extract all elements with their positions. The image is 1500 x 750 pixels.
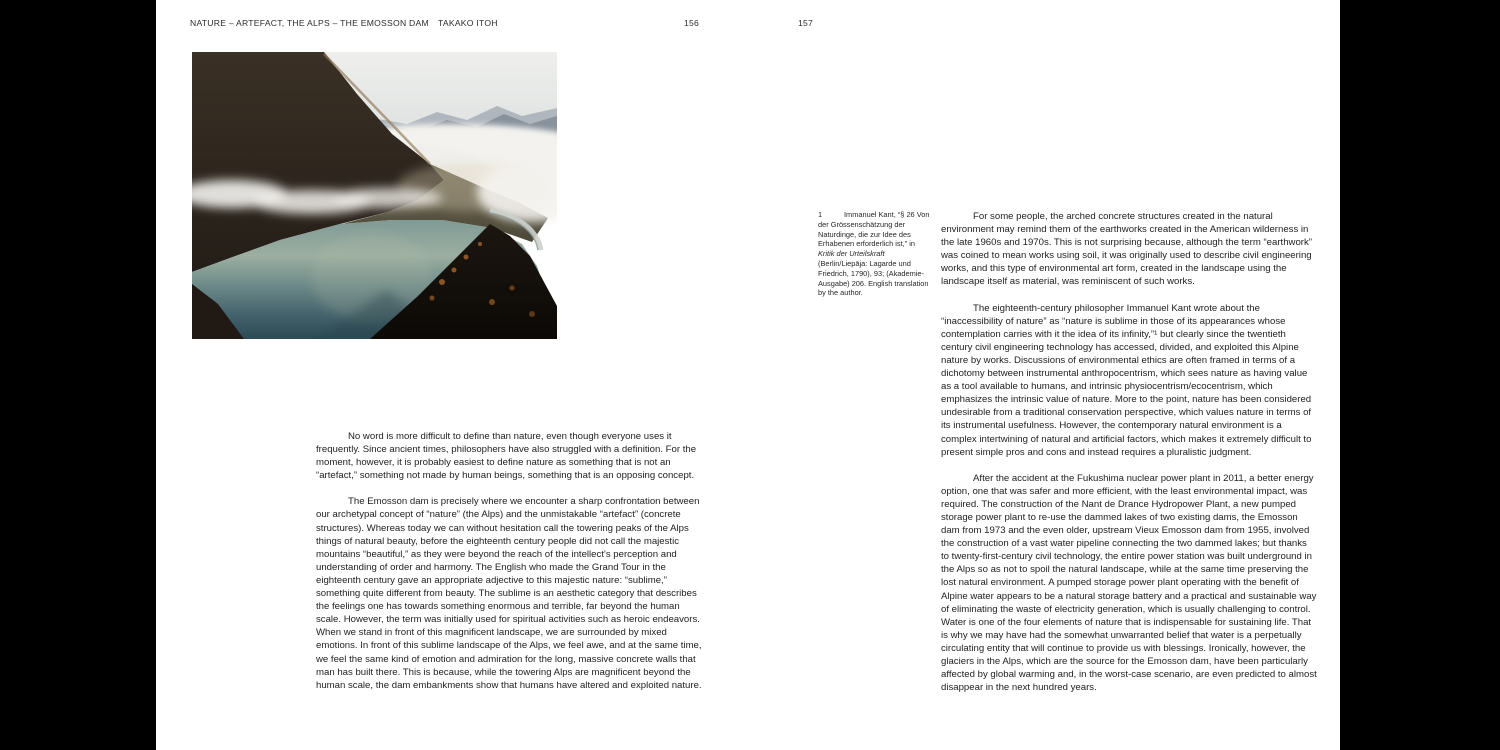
paragraph: After the accident at the Fukushima nuclear power plant in 2011, a better energy option, one that was safer and more efficient, with the least environmental impact, was required. The construction of the Nant de Drance Hydropower Plant, a new pumped storage power plant to re-use the dammed lakes of two existing dams, the Emosson dam from 1973 and the even older, upstream Vieux Emosson dam from 1955, involved the construction of a vast water pipeline connecting the two dammed lakes; but thanks to twenty-first-century civil technology, the entire power station was built underground in the Alps so as not to spoil the natural landscape, while at the same time preserving the lost natural environment. A pumped storage power plant operating with the benefit of Alpine water appears to be a natural storage battery and a practical and sustainable way of eliminating the waste of electricity generation, which is usually challenging to control. Water is one of the four elements of nature that is indispensable for sustaining life. That is why we may have had the somewhat unwarranted belief that water is a perpetually circulating entity that will continue to provide us with blessings. Ironically, however, the glaciers in the Alps, which are the source for the Emosson dam, have been particularly affected by global warming and, in the worst-case scenario, are even predicted to almost disappear in the next hundred years. xyxy=(941,472,1317,694)
paragraph: The Emosson dam is precisely where we encounter a sharp confrontation between our archetypal concept of “nature” (the Alps) and the unmistakable “artefact” (concrete structures). Whereas today we can without hesitation call the towering peaks of the Alps things of natural beauty, before the eighteenth century people did not call the majestic mountains “beautiful,” as they were beyond the reach of the intellect's perception and understanding of order and harmony. The English who made the Grand Tour in the eighteenth century gave an appropriate adjective to this majestic nature: “sublime,” something quite different from beauty. The sublime is an aesthetic category that describes the feelings one has towards something enormous and terrible, far beyond the human scale. However, the term was initially used for spiritual activities such as heroic endeavors. When we stand in front of this magnificent landscape, we are surrounded by mixed emotions. In front of this sublime landscape of the Alps, we feel awe, and at the same time, we feel the same kind of emotion and admiration for the long, massive concrete walls that man has built there. This is because, while the towering Alps are magnificent beyond the human scale, the dam embankments show that humans have altered and exploited nature. xyxy=(316,496,702,691)
right-page-text-column xyxy=(941,210,1317,707)
paragraph: For some people, the arched concrete structures created in the natural environment may remind them of the earthworks created in the American wilderness in the late 1960s and 1970s. This is not surprising because, although the term “earthwork” was coined to mean works using soil, it was originally used to describe civil engineering works, and this type of environmental art form, created in the landscape using the landscape itself as material, was reminiscent of such works. xyxy=(941,211,1312,288)
page-number-right: 157 xyxy=(798,18,814,28)
book-spread xyxy=(156,0,1340,750)
landscape-photo xyxy=(192,52,557,339)
paragraph: The eighteenth-century philosopher Immanuel Kant wrote about the “inaccessibility of nature” as “nature is sublime in those of its appearances whose contemplation carries with it the idea of its infinity,”¹ but clearly since the twentieth century civil engineering technology has accessed, divided, and exploited this Alpine nature by works. Discussions of environmental ethics are often framed in terms of a dichotomy between instrumental anthropocentrism, which sees nature as having value as a tool available to humans, and intrinsic physiocentrism/ecocentrism, which emphasizes the intrinsic value of nature. More to the point, nature has been considered undesirable from a traditional conservation perspective, which values nature in terms of its instrumental usefulness. However, the contemporary natural environment is a complex intertwining of natural and artificial factors, which makes it extremely difficult to present simple pros and cons and instead requires a pluralistic judgment. xyxy=(941,302,1312,458)
page-number-left: 156 xyxy=(684,18,700,28)
running-header-title: NATURE – ARTEFACT, THE ALPS – THE EMOSSON DAM xyxy=(190,18,429,28)
footnote-marker: 1 xyxy=(818,210,823,219)
footnote-text-before: Immanuel Kant, “§ 26 Von der Grössenschätzung der Naturdinge, die zur Idee des Erhabenen erforderlich ist,” in xyxy=(818,210,930,249)
footnote xyxy=(818,210,932,298)
footnote-text-after: (Berlin/Liepāja: Lagarde und Friedrich, 1790), 93; (Akademie-Ausgabe) 206. English translation by the author. xyxy=(818,258,929,298)
footnote-work-title: Kritik der Urteilskraft xyxy=(818,249,885,259)
paragraph: No word is more difficult to define than nature, even though everyone uses it frequently. Since ancient times, philosophers have also struggled with a definition. For the moment, however, it is probably easiest to define nature as something that is not an “artefact,” something not made by human beings, something that is an opposing concept. xyxy=(316,431,697,482)
running-header-author: TAKAKO ITOH xyxy=(438,18,498,28)
left-page-text-column xyxy=(316,430,704,705)
